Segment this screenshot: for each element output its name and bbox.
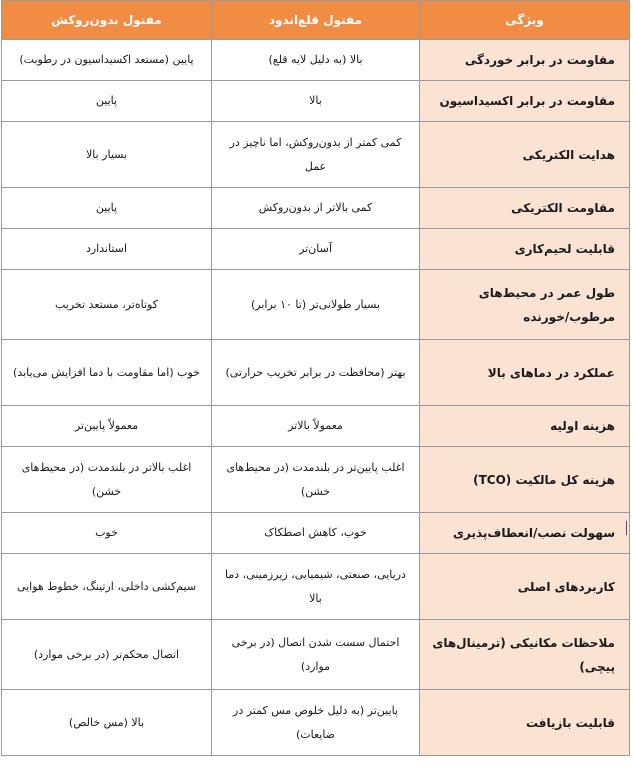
- bare-cell: خوب: [2, 513, 212, 554]
- feature-cell: هدایت الکتریکی: [420, 122, 630, 188]
- tinned-cell: کمی کمتر از بدون‌روکش، اما ناچیز در عمل: [212, 122, 420, 188]
- table-row: [2, 690, 630, 756]
- table-header: [2, 1, 630, 40]
- feature-cell: قابلیت لحیم‌کاری: [420, 229, 630, 270]
- table-row: [2, 122, 630, 188]
- feature-cell: عملکرد در دماهای بالا: [420, 340, 630, 406]
- tinned-cell: دریایی، صنعتی، شیمیایی، زیرزمینی، دما بالا: [212, 554, 420, 620]
- comparison-table: [1, 0, 630, 756]
- text-cursor-mark: [626, 521, 627, 535]
- bare-cell: اتصال محکم‌تر (در برخی موارد): [2, 620, 212, 690]
- table-body: [2, 40, 630, 756]
- feature-cell: قابلیت بازیافت: [420, 690, 630, 756]
- tinned-cell: بسیار طولانی‌تر (تا ۱۰ برابر): [212, 270, 420, 340]
- tinned-cell: اغلب پایین‌تر در بلندمدت (در محیط‌های خشن): [212, 447, 420, 513]
- bare-cell: پایین: [2, 81, 212, 122]
- header-bare-wire: مفتول بدون‌روکش: [2, 1, 212, 40]
- feature-cell: هزینه اولیه: [420, 406, 630, 447]
- tinned-cell: کمی بالاتر از بدون‌روکش: [212, 188, 420, 229]
- bare-cell: پایین (مستعد اکسیداسیون در رطوبت): [2, 40, 212, 81]
- table-row: [2, 620, 630, 690]
- feature-cell: ملاحظات مکانیکی (ترمینال‌های پیچی): [420, 620, 630, 690]
- feature-cell: طول عمر در محیط‌های مرطوب/خورنده: [420, 270, 630, 340]
- tinned-cell: بالا: [212, 81, 420, 122]
- feature-cell: مقاومت در برابر خوردگی: [420, 40, 630, 81]
- header-row: [2, 1, 630, 40]
- header-tinned-wire: مفتول قلع‌اندود: [212, 1, 420, 40]
- tinned-cell: خوب، کاهش اصطکاک: [212, 513, 420, 554]
- tinned-cell: بالا (به دلیل لایه قلع): [212, 40, 420, 81]
- feature-cell: مقاومت الکتریکی: [420, 188, 630, 229]
- tinned-cell: احتمال سست شدن اتصال (در برخی موارد): [212, 620, 420, 690]
- tinned-cell: پایین‌تر (به دلیل خلوص مس کمتر در ضایعات): [212, 690, 420, 756]
- table-row: [2, 270, 630, 340]
- bare-cell: بالا (مس خالص): [2, 690, 212, 756]
- table-row: [2, 81, 630, 122]
- bare-cell: بسیار بالا: [2, 122, 212, 188]
- tinned-cell: آسان‌تر: [212, 229, 420, 270]
- feature-cell: هزینه کل مالکیت (TCO): [420, 447, 630, 513]
- feature-cell: کاربردهای اصلی: [420, 554, 630, 620]
- bare-cell: اغلب بالاتر در بلندمدت (در محیط‌های خشن): [2, 447, 212, 513]
- bare-cell: پایین: [2, 188, 212, 229]
- bare-cell: استاندارد: [2, 229, 212, 270]
- comparison-table-container: [1, 0, 629, 756]
- feature-cell: سهولت نصب/انعطاف‌پذیری: [420, 513, 630, 554]
- bare-cell: کوتاه‌تر، مستعد تخریب: [2, 270, 212, 340]
- table-row: [2, 513, 630, 554]
- table-row: [2, 340, 630, 406]
- table-row: [2, 229, 630, 270]
- bare-cell: خوب (اما مقاومت با دما افزایش می‌یابد): [2, 340, 212, 406]
- bare-cell: سیم‌کشی داخلی، ارتینگ، خطوط هوایی: [2, 554, 212, 620]
- table-row: [2, 406, 630, 447]
- feature-cell: مقاومت در برابر اکسیداسیون: [420, 81, 630, 122]
- tinned-cell: بهتر (محافظت در برابر تخریب حرارتی): [212, 340, 420, 406]
- table-row: [2, 188, 630, 229]
- table-row: [2, 40, 630, 81]
- tinned-cell: معمولاً بالاتر: [212, 406, 420, 447]
- table-row: [2, 554, 630, 620]
- table-row: [2, 447, 630, 513]
- bare-cell: معمولاً پایین‌تر: [2, 406, 212, 447]
- header-feature: ویژگی: [420, 1, 630, 40]
